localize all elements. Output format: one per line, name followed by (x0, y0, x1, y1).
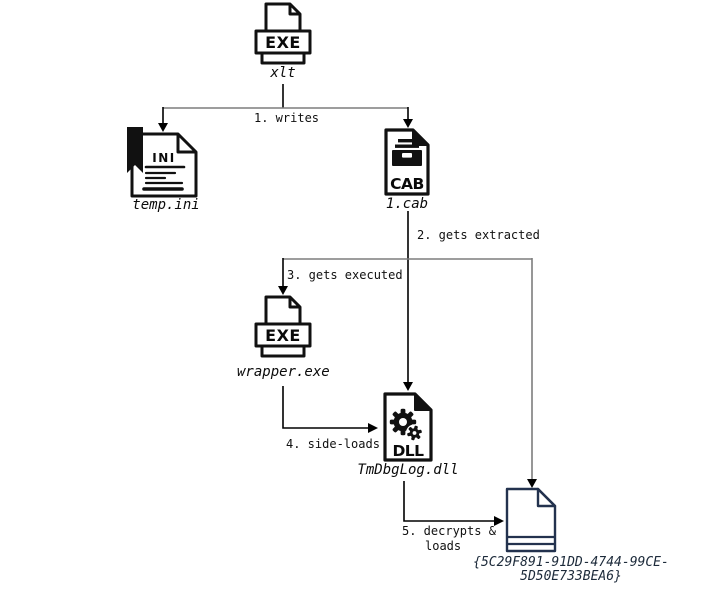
arrowhead-dll-left (368, 423, 378, 433)
edge-label-executed: 3. gets executed (287, 268, 403, 282)
arrowhead-cab (403, 119, 413, 128)
dll-text: DLL (392, 442, 424, 460)
arrowhead-dll-top (403, 382, 413, 391)
exe-file-icon (254, 295, 312, 359)
node-label-payload (466, 556, 676, 584)
node-label-cab: 1.cab (385, 196, 429, 212)
ini-text: INI (152, 151, 176, 165)
edge-label-writes: 1. writes (254, 111, 320, 125)
exe-banner-text: EXE (265, 326, 301, 345)
document-icon (504, 486, 558, 554)
cab-file-icon (383, 128, 431, 196)
node-wrapper (254, 295, 312, 363)
edge-label-decrypts-line1: 5. decrypts & (402, 524, 496, 538)
node-label-wrapper: wrapper.exe (237, 364, 330, 380)
edge-sideloads-line (283, 386, 369, 428)
payload-guid-line1: {5C29F891-91DD-4744-99CE- (473, 555, 669, 570)
payload-guid-line2: 5D50E733BEA6} (520, 569, 622, 584)
node-label-temp-ini: temp.ini (132, 197, 200, 213)
edge-label-decrypts-line2: loads (425, 539, 462, 553)
edge-label-sideloads: 4. side-loads (286, 437, 380, 451)
node-dll (382, 392, 434, 466)
page-fold (538, 489, 555, 506)
cab-text: CAB (390, 175, 424, 193)
edge-decrypts-line (404, 481, 495, 521)
ini-file-icon (125, 125, 201, 201)
page-footer-lines (507, 537, 555, 544)
node-cab (383, 128, 431, 200)
arrowhead-wrapper (278, 286, 288, 295)
dll-file-icon (382, 392, 434, 462)
node-label-dll: TmDbgLog.dll (357, 462, 459, 478)
page-fold-dark (413, 130, 428, 145)
node-xlt (254, 2, 312, 70)
gear-small-icon (406, 424, 423, 441)
node-temp-ini (125, 125, 201, 205)
exe-banner-text: EXE (265, 33, 301, 52)
edge-label-extracted: 2. gets extracted (417, 228, 540, 242)
page-fold-dark (415, 394, 431, 410)
edge-label-decrypts (402, 524, 496, 554)
exe-file-icon (254, 2, 312, 66)
node-payload (504, 486, 558, 558)
node-label-xlt: xlt (270, 65, 296, 81)
